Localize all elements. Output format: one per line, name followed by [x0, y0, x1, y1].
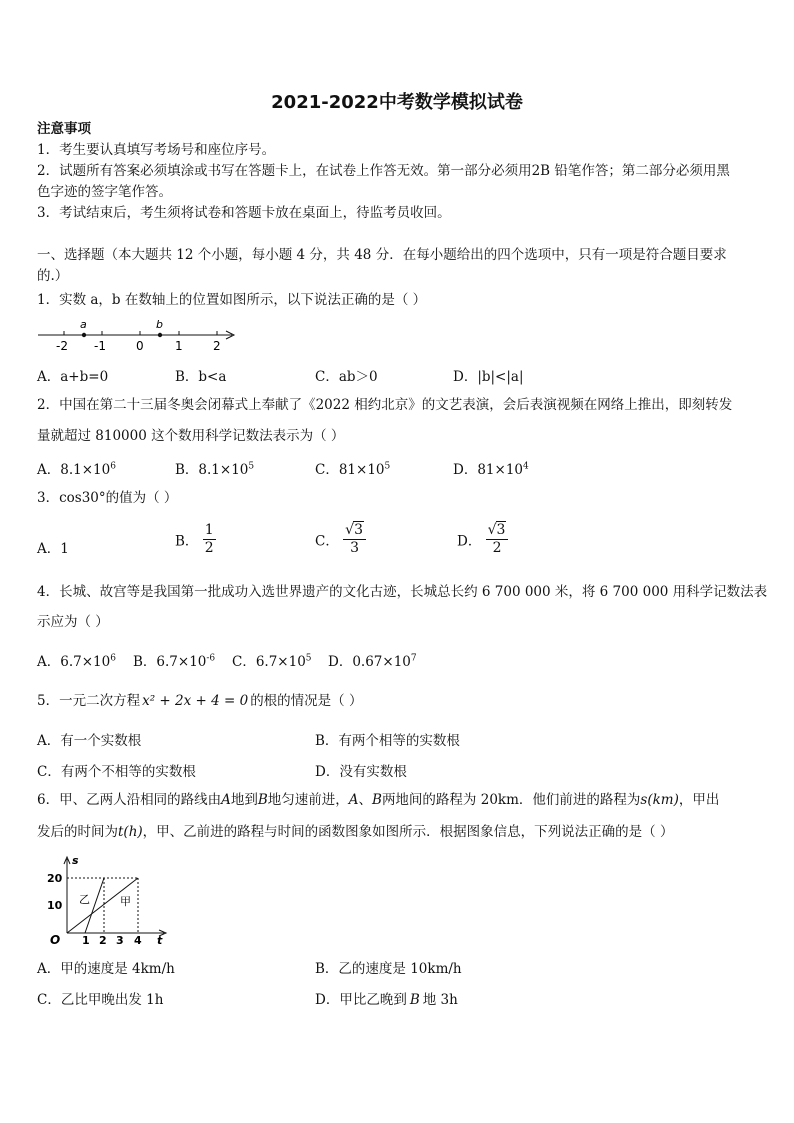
- notice-item: 2．试题所有答案必须填涂或书写在答题卡上，在试卷上作答无效。第一部分必须用2B 铅笔作答；第二部分必须用黑: [37, 163, 730, 179]
- option-a: A．有一个实数根: [37, 733, 142, 749]
- option-b: B．b<a: [175, 369, 227, 385]
- option-d: D．$0.67\times 10^7$: [328, 653, 417, 670]
- origin-label: O: [50, 933, 61, 945]
- notice-item: 3．考试结束后，考生须将试卷和答题卡放在桌面上，待监考员收回。: [37, 205, 451, 221]
- x-tick-label: 3: [116, 934, 124, 945]
- option-d: D．|b|<|a|: [453, 369, 524, 385]
- question-6-stem-cont: 发后的时间为t(h)，甲、乙前进的路程与时间的函数图象如图所示．根据图象信息，下列说法正确的是（ ）: [37, 824, 674, 840]
- option-a: A．1: [37, 541, 69, 557]
- option-b: B．乙的速度是 10km/h: [315, 961, 462, 977]
- question-2-stem-cont: 量就超过 810000 这个数用科学记数法表示为（ ）: [37, 428, 345, 444]
- section-heading: 一、选择题（本大题共 12 个小题，每小题 4 分，共 48 分．在每小题给出的四个选项中，只有一项是符合题目要求: [37, 247, 727, 263]
- equation: x² + 2x + 4 = 0: [142, 693, 249, 709]
- question-5-stem: 5．一元二次方程 x² + 2x + 4 = 0 的根的情况是（ ）: [37, 693, 363, 709]
- option-b: B． $\frac{1}{2}$: [175, 522, 214, 556]
- question-2-stem: 2．中国在第二十三届冬奥会闭幕式上奉献了《2022 相约北京》的文艺表演，会后表演视频在网络上推出，即刻转发: [37, 397, 733, 413]
- t-axis-label: t: [157, 934, 163, 945]
- x-tick-label: 1: [82, 934, 90, 945]
- tick-label: 0: [136, 339, 144, 353]
- distance-time-graph: [44, 853, 174, 945]
- tick-label: -2: [56, 339, 68, 353]
- notice-item: 1．考生要认真填写考场号和座位序号。: [37, 142, 276, 158]
- point-a: [82, 333, 86, 337]
- yi-label: 乙: [79, 893, 90, 906]
- question-4-stem: 4．长城、故宫等是我国第一批成功入选世界遗产的文化古迹，长城总长约 6 700 000 米，将 6 700 000 用科学记数法表: [37, 584, 768, 600]
- x-tick-label: 4: [134, 934, 142, 945]
- notice-heading: 注意事项: [37, 121, 91, 137]
- point-a-label: a: [80, 318, 87, 331]
- option-b: B．$8.1\times 10^5$: [175, 461, 255, 478]
- question-6-stem: 6．甲、乙两人沿相同的路线由A地到B地匀速前进，A、B两地间的路程为 20km．他们前进的路程为s(km)，甲出: [37, 792, 720, 808]
- s-axis-label: s: [72, 854, 79, 867]
- point-b-label: b: [156, 318, 163, 331]
- y-tick-label: 10: [47, 899, 63, 912]
- section-heading-cont: 的.）: [37, 268, 69, 284]
- option-c: C．ab＞0: [315, 369, 378, 385]
- option-b: B．有两个相等的实数根: [315, 733, 460, 749]
- page-title: 2021-2022中考数学模拟试卷: [271, 92, 523, 113]
- option-d: D．甲比乙晚到 B 地 3h: [315, 992, 458, 1008]
- notice-item: 色字迹的签字笔作答。: [37, 184, 172, 200]
- option-a: A．甲的速度是 4km/h: [37, 961, 175, 977]
- option-c: C．有两个不相等的实数根: [37, 764, 196, 780]
- y-tick-label: 20: [47, 872, 63, 885]
- option-c: C． $\frac{√3}{3}$: [315, 522, 366, 557]
- option-c: C．$81\times 10^5$: [315, 461, 391, 478]
- question-3-stem: 3．cos30°的值为（ ）: [37, 490, 178, 506]
- question-4-stem-cont: 示应为（ ）: [37, 614, 109, 630]
- option-a: A．$8.1\times 10^6$: [37, 461, 116, 478]
- number-line: [36, 316, 240, 356]
- tick-label: 1: [175, 339, 183, 353]
- tick-label: 2: [213, 339, 221, 353]
- x-tick-label: 2: [99, 934, 107, 945]
- option-c: C．$6.7\times 10^5$: [232, 653, 312, 670]
- option-d: D．$81\times 10^4$: [453, 461, 529, 478]
- option-a: A．$6.7\times 10^6$: [37, 653, 116, 670]
- option-d: D．没有实数根: [315, 764, 407, 780]
- tick-label: -1: [94, 339, 106, 353]
- option-b: B．$6.7\times 10^{-6}$: [133, 653, 216, 670]
- jia-label: 甲: [120, 895, 131, 908]
- question-1-stem: 1．实数 a，b 在数轴上的位置如图所示，以下说法正确的是（ ）: [37, 292, 427, 308]
- point-b: [158, 333, 162, 337]
- option-a: A．a+b=0: [37, 369, 109, 385]
- option-d: D． $\frac{√3}{2}$: [457, 522, 508, 557]
- option-c: C．乙比甲晚出发 1h: [37, 992, 164, 1008]
